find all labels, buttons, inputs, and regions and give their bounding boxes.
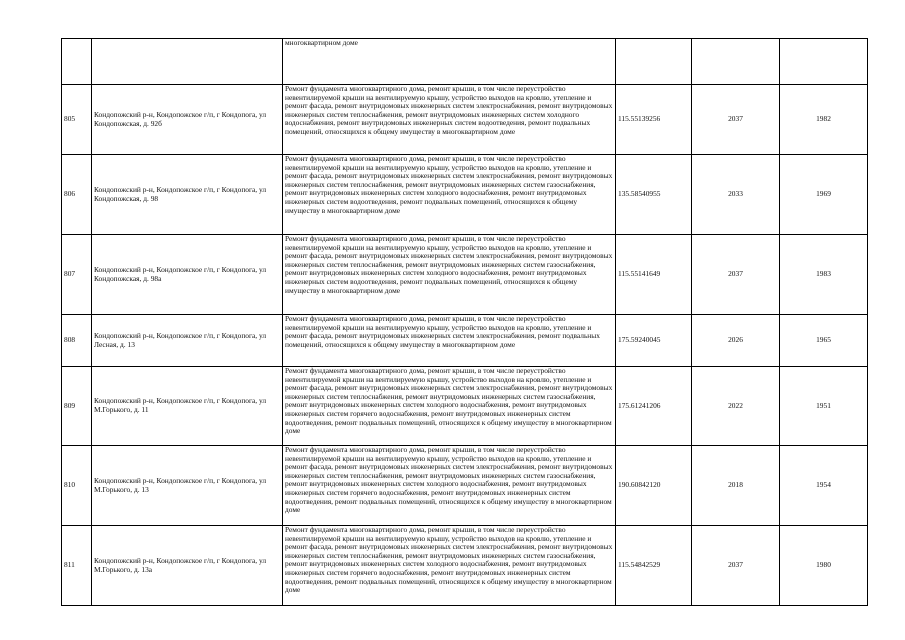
year-plan-cell: 2037 [692,235,780,315]
cost-cell [616,39,692,85]
table-row [62,155,868,235]
row-number: 806 [62,155,92,235]
table-row [62,367,868,446]
cost-cell: 115.54842529 [616,526,692,606]
year-plan-cell: 2033 [692,155,780,235]
year-plan-cell: 2022 [692,367,780,446]
row-number: 808 [62,315,92,367]
table-row [62,39,868,85]
works-cell: Ремонт фундамента многоквартирного дома, ремонт крыши, в том числе переустройство невентилируемой крыши на вентилируемую крышу, устройство выходов на кровлю, утепление и ремонт фасада, ремонт внутридомовых инженерных систем электроснабжения, ремонт внутридомовых инженерных систем теплоснабжения, ремонт внутридомовых инженерных систем газоснабжения, ремонт внутридомовых инженерных систем холодного водоснабжения, ремонт внутридомовых инженерных систем водоотведения, ремонт подвальных помещений, относящихся к общему имуществу в многоквартирном доме [283,155,616,235]
address-cell: Кондопожский р-н, Кондопожское г/п, г Кондопога, ул Кондопожская, д. 92б [92,85,283,155]
row-number: 810 [62,446,92,526]
address-cell: Кондопожский р-н, Кондопожское г/п, г Кондопога, ул Кондопожская, д. 98а [92,235,283,315]
year-plan-cell: 2037 [692,85,780,155]
row-number [62,39,92,85]
year-built-cell: 1982 [780,85,868,155]
year-built-cell: 1965 [780,315,868,367]
register-table [61,38,868,606]
address-cell [92,39,283,85]
works-cell: Ремонт фундамента многоквартирного дома, ремонт крыши, в том числе переустройство невентилируемой крыши на вентилируемую крышу, устройство выходов на кровлю, утепление и ремонт фасада, ремонт внутридомовых инженерных систем электроснабжения, ремонт внутридомовых инженерных систем теплоснабжения, ремонт внутридомовых инженерных систем газоснабжения, ремонт внутридомовых инженерных систем холодного водоснабжения, ремонт внутридомовых инженерных систем горячего водоснабжения, ремонт внутридомовых инженерных систем водоотведения, ремонт подвальных помещений, относящихся к общему имуществу в многоквартирном доме [283,446,616,526]
row-number: 809 [62,367,92,446]
cost-cell: 175.61241206 [616,367,692,446]
address-cell: Кондопожский р-н, Кондопожское г/п, г Кондопога, ул Кондопожская, д. 98 [92,155,283,235]
table-row [62,85,868,155]
works-cell: Ремонт фундамента многоквартирного дома, ремонт крыши, в том числе переустройство невентилируемой крыши на вентилируемую крышу, устройство выходов на кровлю, утепление и ремонт фасада, ремонт внутридомовых инженерных систем электроснабжения, ремонт подвальных помещений, относящихся к общему имуществу в многоквартирном доме [283,315,616,367]
table-row [62,315,868,367]
cost-cell: 135.58540955 [616,155,692,235]
works-cell: Ремонт фундамента многоквартирного дома, ремонт крыши, в том числе переустройство невентилируемой крыши на вентилируемую крышу, устройство выходов на кровлю, утепление и ремонт фасада, ремонт внутридомовых инженерных систем электроснабжения, ремонт внутридомовых инженерных систем теплоснабжения, ремонт внутридомовых инженерных систем газоснабжения, ремонт внутридомовых инженерных систем холодного водоснабжения, ремонт внутридомовых инженерных систем горячего водоснабжения, ремонт внутридомовых инженерных систем водоотведения, ремонт подвальных помещений, относящихся к общему имуществу в многоквартирном доме [283,526,616,606]
year-built-cell: 1954 [780,446,868,526]
year-plan-cell [692,39,780,85]
year-built-cell: 1980 [780,526,868,606]
row-number: 811 [62,526,92,606]
year-built-cell: 1969 [780,155,868,235]
works-cell: многоквартирном доме [283,39,616,85]
row-number: 807 [62,235,92,315]
table-row [62,235,868,315]
works-cell: Ремонт фундамента многоквартирного дома, ремонт крыши, в том числе переустройство невентилируемой крыши на вентилируемую крышу, устройство выходов на кровлю, утепление и ремонт фасада, ремонт внутридомовых инженерных систем электроснабжения, ремонт внутридомовых инженерных систем теплоснабжения, ремонт внутридомовых инженерных систем газоснабжения, ремонт внутридомовых инженерных систем холодного водоснабжения, ремонт внутридомовых инженерных систем водоотведения, ремонт подвальных помещений, относящихся к общему имуществу в многоквартирном доме [283,235,616,315]
row-number: 805 [62,85,92,155]
address-cell: Кондопожский р-н, Кондопожское г/п, г Кондопога, ул Лесная, д. 13 [92,315,283,367]
address-cell: Кондопожский р-н, Кондопожское г/п, г Кондопога, ул М.Горького, д. 13а [92,526,283,606]
cost-cell: 175.59240045 [616,315,692,367]
works-cell: Ремонт фундамента многоквартирного дома, ремонт крыши, в том числе переустройство невентилируемой крыши на вентилируемую крышу, устройство выходов на кровлю, утепление и ремонт фасада, ремонт внутридомовых инженерных систем электроснабжения, ремонт внутридомовых инженерных систем теплоснабжения, ремонт внутридомовых инженерных систем холодного водоснабжения, ремонт внутридомовых инженерных систем водоотведения, ремонт подвальных помещений, относящихся к общему имуществу в многоквартирном доме [283,85,616,155]
cost-cell: 115.55141649 [616,235,692,315]
table-row [62,526,868,606]
year-built-cell: 1983 [780,235,868,315]
year-built-cell: 1951 [780,367,868,446]
year-built-cell [780,39,868,85]
cost-cell: 190.60842120 [616,446,692,526]
table-row [62,446,868,526]
address-cell: Кондопожский р-н, Кондопожское г/п, г Кондопога, ул М.Горького, д. 13 [92,446,283,526]
address-cell: Кондопожский р-н, Кондопожское г/п, г Кондопога, ул М.Горького, д. 11 [92,367,283,446]
cost-cell: 115.55139256 [616,85,692,155]
year-plan-cell: 2018 [692,446,780,526]
works-cell: Ремонт фундамента многоквартирного дома, ремонт крыши, в том числе переустройство невентилируемой крыши на вентилируемую крышу, устройство выходов на кровлю, утепление и ремонт фасада, ремонт внутридомовых инженерных систем электроснабжения, ремонт внутридомовых инженерных систем теплоснабжения, ремонт внутридомовых инженерных систем газоснабжения, ремонт внутридомовых инженерных систем холодного водоснабжения, ремонт внутридомовых инженерных систем горячего водоснабжения, ремонт внутридомовых инженерных систем водоотведения, ремонт подвальных помещений, относящихся к общему имуществу в многоквартирном доме [283,367,616,446]
year-plan-cell: 2026 [692,315,780,367]
year-plan-cell: 2037 [692,526,780,606]
